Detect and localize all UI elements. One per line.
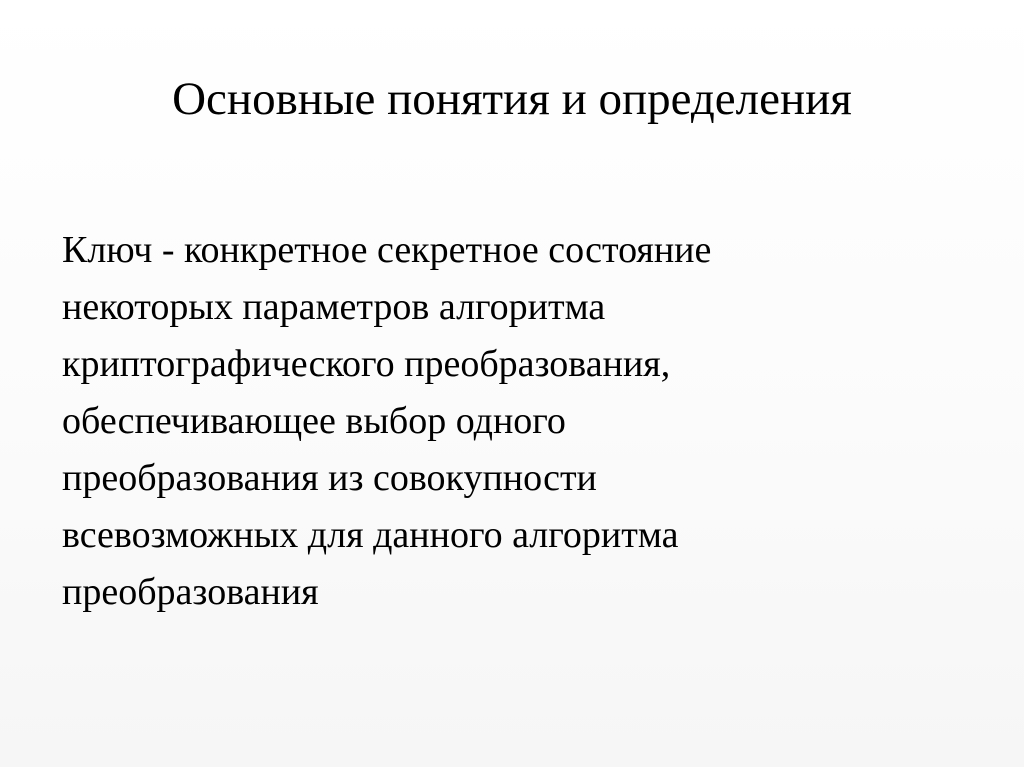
- slide-title: Основные понятия и определения: [172, 73, 852, 125]
- body-line: преобразования: [62, 571, 319, 613]
- body-line: Ключ - конкретное секретное состояние: [62, 229, 712, 271]
- body-line: некоторых параметров алгоритма: [62, 286, 606, 328]
- body-line: всевозможных для данного алгоритма: [62, 514, 679, 556]
- slide-body-text: [62, 222, 962, 621]
- body-line: обеспечивающее выбор одного: [62, 400, 566, 442]
- body-line: преобразования из совокупности: [62, 457, 597, 499]
- body-line: криптографического преобразования,: [62, 343, 671, 385]
